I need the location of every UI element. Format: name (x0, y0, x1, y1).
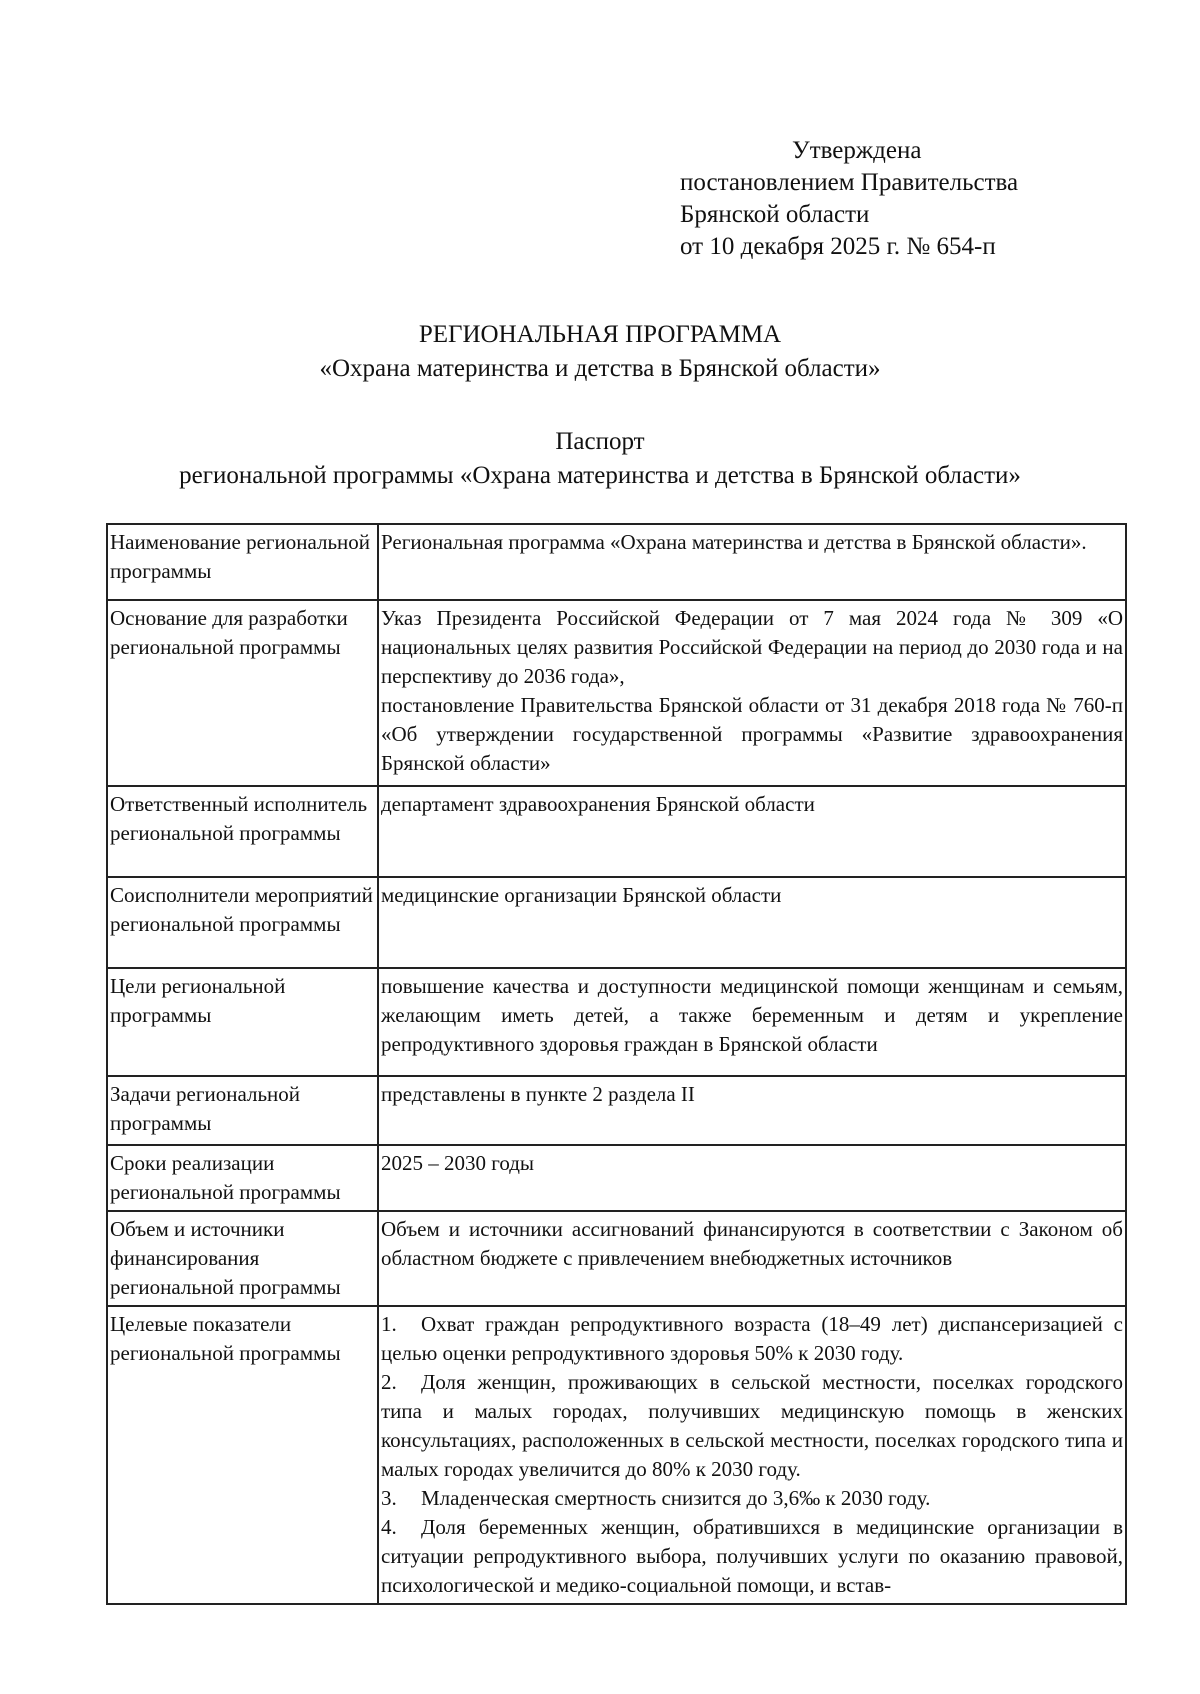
row-value: Региональная программа «Охрана материнства и детства в Брянской области». (378, 524, 1126, 600)
program-name: «Охрана материнства и детства в Брянской области» (319, 355, 881, 382)
table-row (107, 524, 1126, 600)
row-value: Объем и источники ассигнований финансируются в соответствии с Законом об областном бюджете с привлечением внебюджетных источников (378, 1211, 1126, 1306)
indicator-item (381, 1513, 1123, 1600)
row-value (378, 1306, 1126, 1604)
passport-table (106, 523, 1127, 1605)
approval-line: Брянской области (680, 201, 870, 228)
table-row (107, 877, 1126, 968)
indicator-text: Младенческая смертность снизится до 3,6‰ к 2030 году. (421, 1486, 931, 1510)
row-value: департамент здравоохранения Брянской области (378, 786, 1126, 877)
row-value: представлены в пункте 2 раздела II (378, 1076, 1126, 1145)
row-value: медицинские организации Брянской области (378, 877, 1126, 968)
passport-title: Паспорт (555, 428, 645, 455)
row-label: Основание для разработки региональной программы (107, 600, 378, 786)
table-row (107, 1306, 1126, 1604)
row-label: Цели региональной программы (107, 968, 378, 1076)
indicator-number: 4. (381, 1515, 397, 1539)
row-value (378, 600, 1126, 786)
indicator-item (381, 1484, 1123, 1513)
row-label: Наименование региональной программы (107, 524, 378, 600)
program-type: РЕГИОНАЛЬНАЯ ПРОГРАММА (418, 321, 782, 348)
row-label: Сроки реализации региональной программы (107, 1145, 378, 1211)
row-value: повышение качества и доступности медицинской помощи женщинам и семьям, желающим иметь детей, а также беременным и детям и укрепление репродуктивного здоровья граждан в Брянской области (378, 968, 1126, 1076)
indicator-number: 1. (381, 1312, 397, 1336)
table-row (107, 1076, 1126, 1145)
table-row (107, 1211, 1126, 1306)
approval-line: постановлением Правительства (680, 169, 1019, 196)
table-row (107, 1145, 1126, 1211)
row-label: Задачи региональной программы (107, 1076, 378, 1145)
approval-line: Утверждена (792, 137, 922, 164)
indicator-number: 2. (381, 1370, 397, 1394)
row-label: Объем и источники финансирования региональной программы (107, 1211, 378, 1306)
basis-resolution: постановление Правительства Брянской области от 31 декабря 2018 года № 760-п «Об утверждении государственной программы «Развитие здравоохранения Брянской области» (381, 693, 1123, 775)
indicator-text: Охват граждан репродуктивного возраста (18–49 лет) диспансеризацией с целью оценки репродуктивного здоровья 50% к 2030 году. (381, 1312, 1123, 1365)
program-heading (0, 318, 1200, 386)
table-row (107, 786, 1126, 877)
indicator-number: 3. (381, 1486, 397, 1510)
passport-heading (0, 425, 1200, 493)
approval-date-number: от 10 декабря 2025 г. № 654-п (680, 233, 996, 260)
table-row (107, 968, 1126, 1076)
table-row (107, 600, 1126, 786)
indicator-text: Доля беременных женщин, обратившихся в медицинские организации в ситуации репродуктивного выбора, получивших услуги по оказанию правовой, психологической и медико-социальной помощи, и встав- (381, 1515, 1123, 1597)
approval-stamp (680, 135, 1018, 263)
indicator-item (381, 1310, 1123, 1368)
row-label: Целевые показатели региональной программы (107, 1306, 378, 1604)
row-label: Соисполнители мероприятий региональной программы (107, 877, 378, 968)
passport-subtitle: региональной программы «Охрана материнства и детства в Брянской области» (179, 462, 1021, 489)
indicator-text: Доля женщин, проживающих в сельской местности, поселках городского типа и малых городах, получивших медицинскую помощь в женских консультациях, расположенных в сельской местности, поселках городского типа и малых городах увеличится до 80% к 2030 году. (381, 1370, 1123, 1481)
row-label: Ответственный исполнитель региональной программы (107, 786, 378, 877)
basis-decree: Указ Президента Российской Федерации от 7 мая 2024 года № 309 «О национальных целях развития Российской Федерации на период до 2030 года и на перспективу до 2036 года», (381, 606, 1123, 688)
indicator-item (381, 1368, 1123, 1484)
row-value: 2025 – 2030 годы (378, 1145, 1126, 1211)
